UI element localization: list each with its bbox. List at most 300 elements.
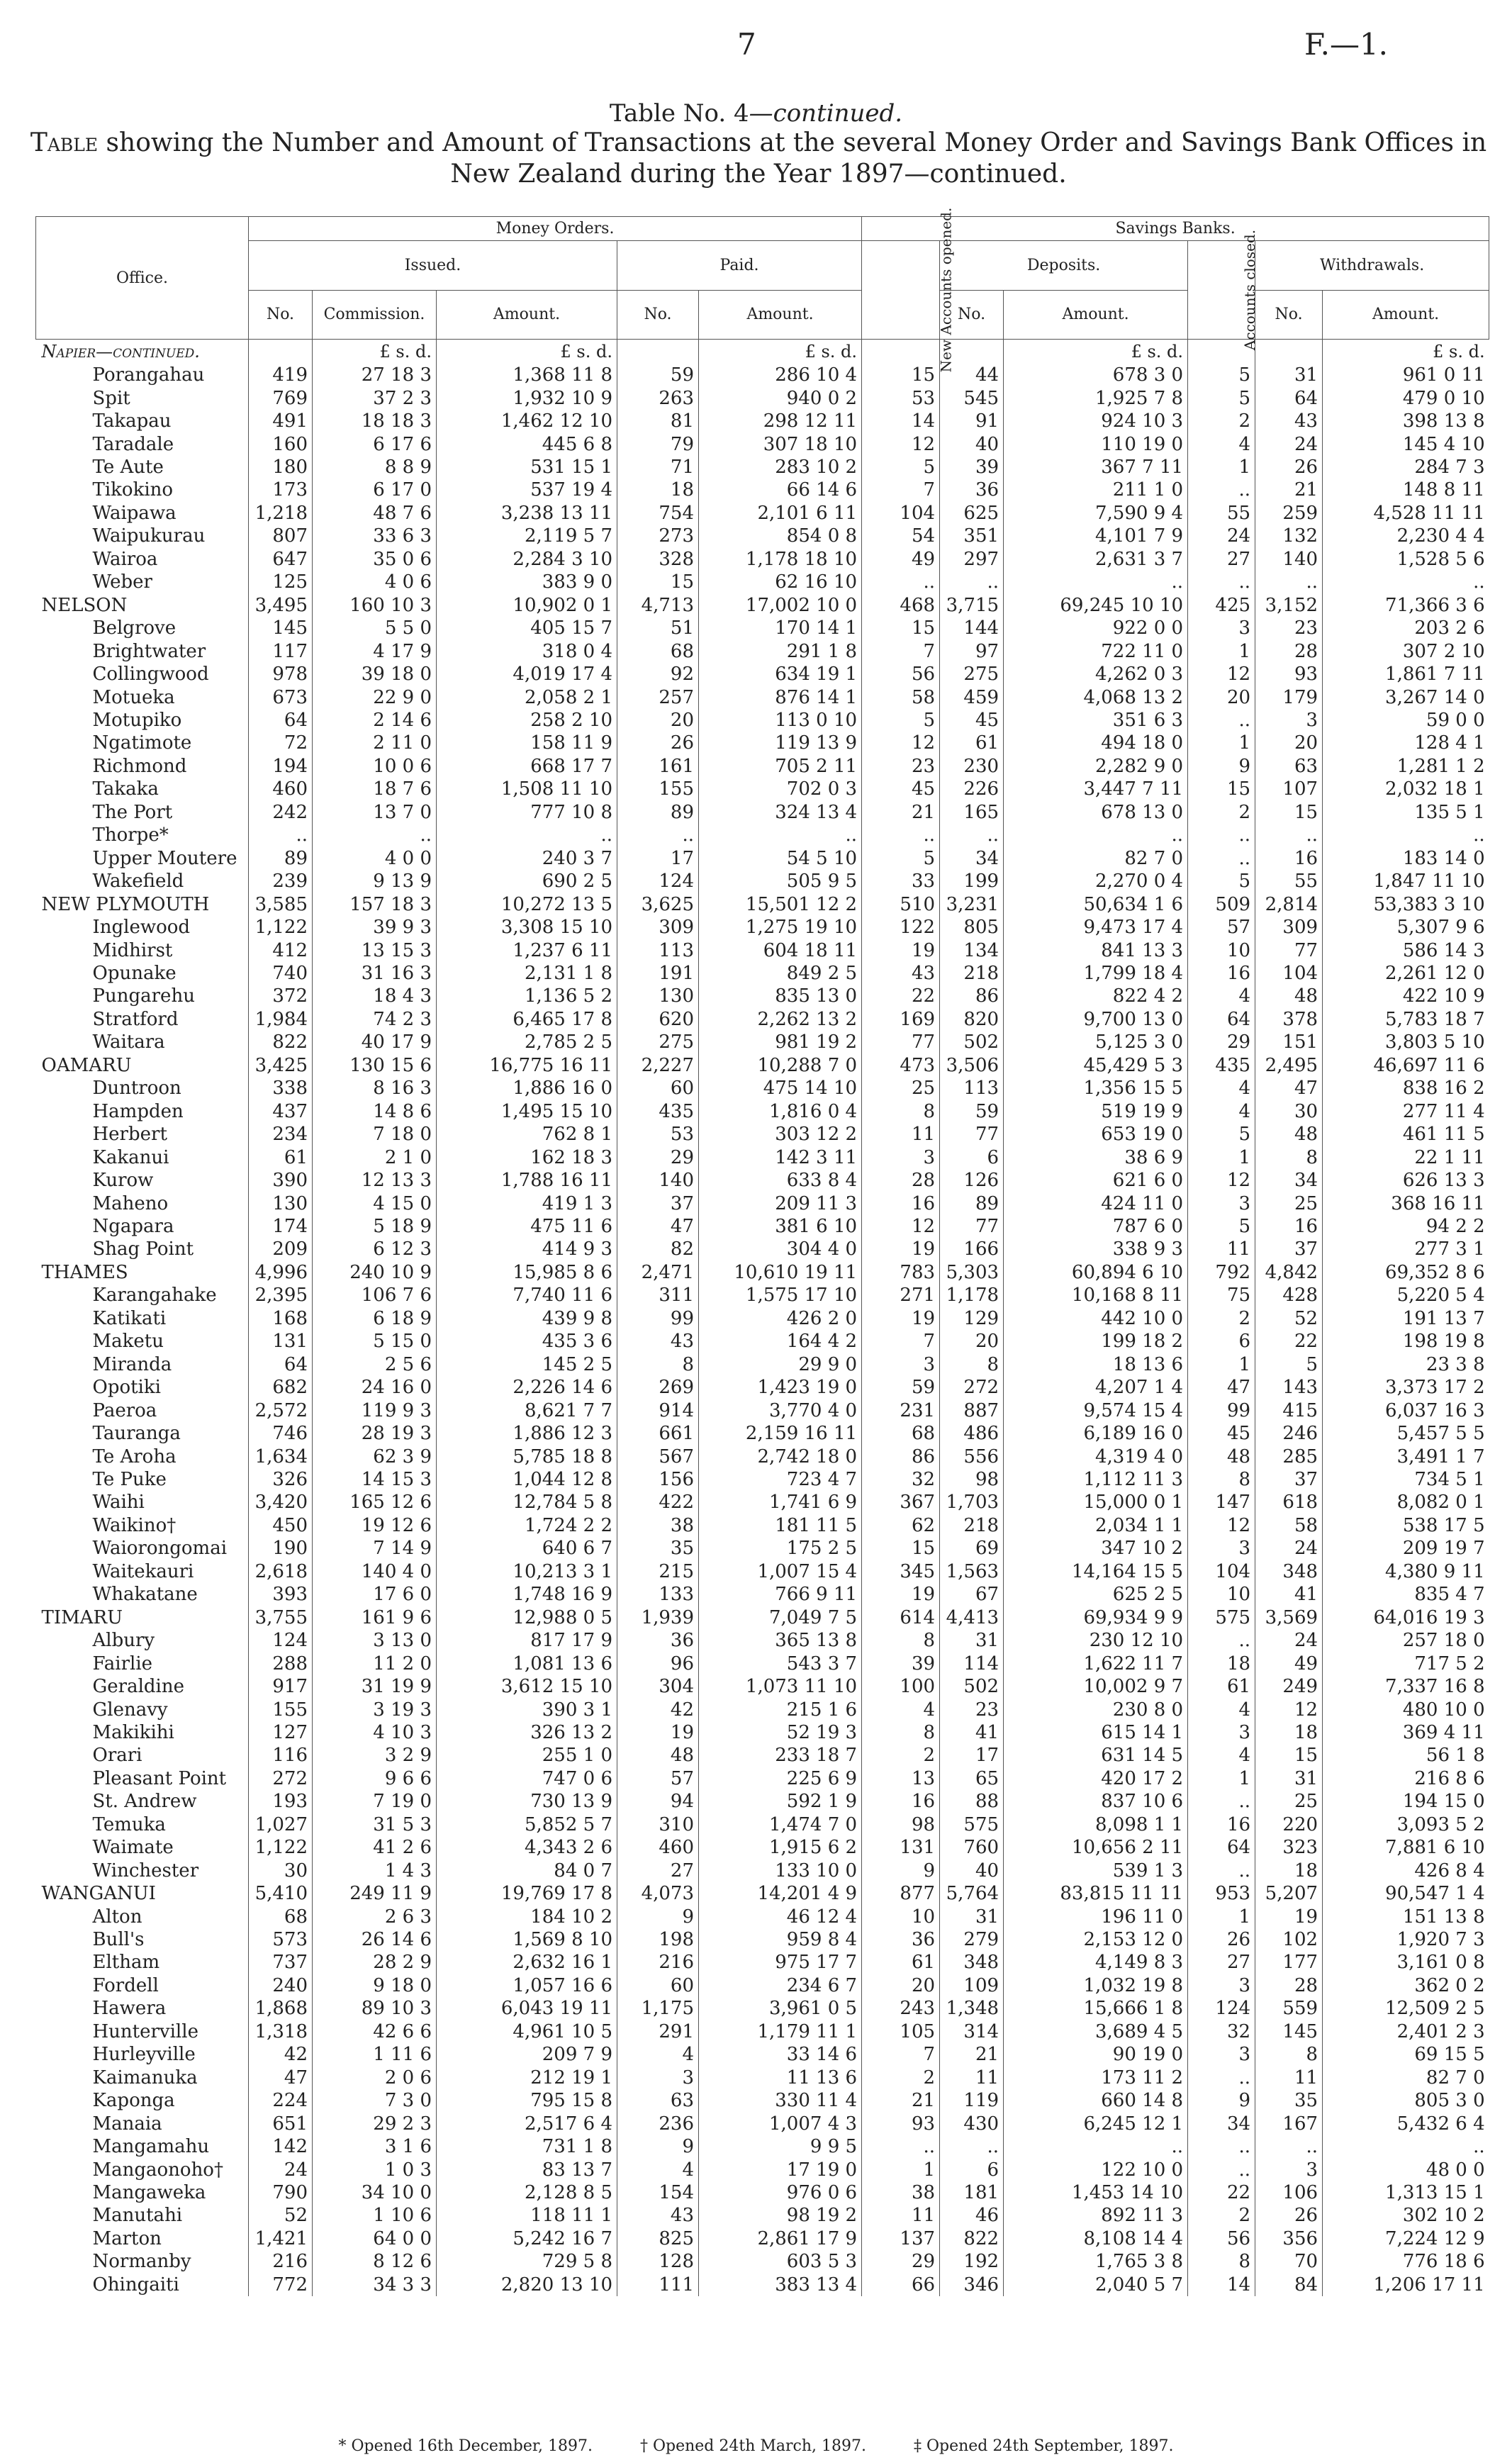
cell-issued-amount: 255 1 0 (437, 1744, 617, 1767)
cell-withdrawals-amount: 369 4 11 (1323, 1721, 1489, 1744)
cell-issued-no: 673 (249, 686, 313, 708)
cell-new-accounts: 58 (862, 686, 940, 708)
table-row (36, 801, 1489, 824)
table-row (36, 1514, 1489, 1537)
cell-withdrawals-no: .. (1255, 824, 1323, 846)
cell-withdrawals-no: 3,569 (1255, 1606, 1323, 1628)
cell-withdrawals-no: 19 (1255, 1905, 1323, 1928)
cell-withdrawals-amount: 398 13 8 (1323, 410, 1489, 432)
office-name: Kaponga (92, 2090, 175, 2112)
cell-deposits-amount: 519 19 9 (1004, 1100, 1188, 1123)
cell-deposits-amount: 4,319 4 0 (1004, 1445, 1188, 1467)
cell-withdrawals-amount: 717 5 2 (1323, 1652, 1489, 1674)
cell-withdrawals-amount: 145 4 10 (1323, 432, 1489, 455)
cell-new-accounts: 5 (862, 847, 940, 870)
cell-withdrawals-amount: 7,224 12 9 (1323, 2227, 1489, 2250)
cell-paid-no: 60 (617, 1077, 699, 1100)
cell-issued-no: 2,395 (249, 1284, 313, 1307)
cell-deposits-amount: 6,245 12 1 (1004, 2112, 1188, 2135)
cell-issued-commission: 4 10 3 (313, 1721, 437, 1744)
cell-withdrawals-amount: 538 17 5 (1323, 1514, 1489, 1537)
cell-deposits-amount: 621 6 0 (1004, 1169, 1188, 1192)
cell-withdrawals-amount: 3,267 14 0 (1323, 686, 1489, 708)
cell-deposits-no: 275 (940, 663, 1004, 686)
cell-withdrawals-amount: 82 7 0 (1323, 2067, 1489, 2089)
cell-new-accounts: 3 (862, 1353, 940, 1375)
cell-issued-commission: 240 10 9 (313, 1261, 437, 1284)
cell-accounts-closed: 8 (1188, 2250, 1255, 2273)
cell-paid-no: 81 (617, 410, 699, 432)
cell-accounts-closed: 124 (1188, 1997, 1255, 2020)
cell-new-accounts: 8 (862, 1100, 940, 1123)
cell-paid-no: 113 (617, 939, 699, 961)
table-row (36, 2135, 1489, 2158)
cell-issued-commission: 5 18 9 (313, 1215, 437, 1238)
cell-accounts-closed: 11 (1188, 1238, 1255, 1260)
cell-withdrawals-amount: 53,383 3 10 (1323, 893, 1489, 915)
cell-accounts-closed: .. (1188, 2067, 1255, 2089)
cell-issued-no: 117 (249, 639, 313, 662)
cell-new-accounts: 16 (862, 1192, 940, 1214)
cell-withdrawals-no: 22 (1255, 1330, 1323, 1353)
cell-issued-commission: 2 11 0 (313, 732, 437, 754)
cell-new-accounts: 15 (862, 1537, 940, 1560)
cell-paid-no: 89 (617, 801, 699, 824)
cell-deposits-no: 556 (940, 1445, 1004, 1467)
office-name: Waitekauri (92, 1560, 194, 1582)
cell-paid-no: 53 (617, 1123, 699, 1146)
cell-withdrawals-amount: 128 4 1 (1323, 732, 1489, 754)
cell-issued-no: 224 (249, 2089, 313, 2112)
cell-issued-amount: 405 15 7 (437, 617, 617, 639)
cell-issued-no: 460 (249, 778, 313, 800)
table-row (36, 2043, 1489, 2066)
cell-deposits-no: 11 (940, 2067, 1004, 2089)
cell-issued-commission: 2 1 0 (313, 1146, 437, 1168)
cell-deposits-no: 272 (940, 1376, 1004, 1399)
cell-withdrawals-no: 64 (1255, 386, 1323, 409)
cell-deposits-amount: 82 7 0 (1004, 847, 1188, 870)
cell-deposits-no: 575 (940, 1813, 1004, 1836)
cell-withdrawals-no: 55 (1255, 870, 1323, 893)
cell-paid-no: 328 (617, 548, 699, 571)
cell-paid-amount: 15,501 12 2 (699, 893, 862, 915)
table-row (36, 2067, 1489, 2089)
cell-deposits-no: 230 (940, 755, 1004, 778)
cell-issued-commission: 41 2 6 (313, 1836, 437, 1859)
cell-deposits-no: 502 (940, 1675, 1004, 1698)
cell-accounts-closed: 4 (1188, 1698, 1255, 1721)
cell-issued-amount: 6,465 17 8 (437, 1008, 617, 1031)
office-name: Pungarehu (92, 985, 195, 1007)
cell-paid-no: 1,939 (617, 1606, 699, 1628)
cell-deposits-no: 34 (940, 847, 1004, 870)
cell-withdrawals-no: 8 (1255, 1146, 1323, 1168)
cell-issued-amount: 8,621 7 7 (437, 1399, 617, 1421)
cell-deposits-no: 36 (940, 479, 1004, 501)
col-issued-amount: Amount. (437, 290, 617, 340)
cell-paid-amount: 1,741 6 9 (699, 1491, 862, 1514)
cell-deposits-amount: 18 13 6 (1004, 1353, 1188, 1375)
cell-accounts-closed: 1 (1188, 639, 1255, 662)
cell-withdrawals-no: 31 (1255, 1767, 1323, 1790)
cell-deposits-amount: 2,282 9 0 (1004, 755, 1188, 778)
office-name: Makikihi (92, 1721, 174, 1743)
cell-withdrawals-no: 24 (1255, 1629, 1323, 1652)
cell-new-accounts: 29 (862, 2250, 940, 2273)
cell-paid-amount: 835 13 0 (699, 985, 862, 1007)
cell-issued-no: 573 (249, 1928, 313, 1951)
cell-deposits-amount: 3,689 4 5 (1004, 2020, 1188, 2043)
cell-issued-no: 216 (249, 2250, 313, 2273)
cell-issued-amount: 3,308 15 10 (437, 916, 617, 939)
cell-paid-amount: 181 11 5 (699, 1514, 862, 1537)
cell-deposits-amount: 7,590 9 4 (1004, 502, 1188, 525)
cell-withdrawals-no: 77 (1255, 939, 1323, 961)
cell-deposits-no: 31 (940, 1629, 1004, 1652)
cell-paid-no: 754 (617, 502, 699, 525)
cell-issued-amount: 2,632 16 1 (437, 1951, 617, 1974)
cell-issued-commission: 29 2 3 (313, 2112, 437, 2135)
cell-accounts-closed: 12 (1188, 663, 1255, 686)
office-name: Brightwater (92, 640, 206, 662)
cell-paid-no: 51 (617, 617, 699, 639)
cell-deposits-amount: 1,622 11 7 (1004, 1652, 1188, 1674)
cell-paid-amount: 2,101 6 11 (699, 502, 862, 525)
col-money-orders: Money Orders. (249, 217, 862, 241)
cell-accounts-closed: 48 (1188, 1445, 1255, 1467)
cell-withdrawals-amount: 5,432 6 4 (1323, 2112, 1489, 2135)
cell-paid-no: 263 (617, 386, 699, 409)
cell-deposits-no: 44 (940, 364, 1004, 386)
cell-deposits-no: 113 (940, 1077, 1004, 1100)
cell-paid-no: 161 (617, 755, 699, 778)
cell-paid-amount: 3,961 0 5 (699, 1997, 862, 2020)
cell-deposits-no: 40 (940, 1859, 1004, 1881)
cell-withdrawals-amount: 135 5 1 (1323, 801, 1489, 824)
cell-withdrawals-amount: 284 7 3 (1323, 456, 1489, 479)
cell-paid-no: 216 (617, 1951, 699, 1974)
cell-withdrawals-no: 18 (1255, 1721, 1323, 1744)
cell-new-accounts: 23 (862, 755, 940, 778)
cell-accounts-closed: 12 (1188, 1169, 1255, 1192)
office-name: Fordell (92, 1974, 159, 1996)
office-name: Katikati (92, 1307, 167, 1329)
cell-new-accounts: 2 (862, 1744, 940, 1767)
cell-paid-no: 8 (617, 1353, 699, 1375)
cell-new-accounts: 45 (862, 778, 940, 800)
cell-withdrawals-amount: 216 8 6 (1323, 1767, 1489, 1790)
cell-issued-commission: 6 17 6 (313, 432, 437, 455)
cell-issued-amount: 383 9 0 (437, 571, 617, 593)
cell-deposits-no: 820 (940, 1008, 1004, 1031)
table-row (36, 1606, 1489, 1628)
cell-deposits-amount: 3,447 7 11 (1004, 778, 1188, 800)
cell-withdrawals-no: 102 (1255, 1928, 1323, 1951)
cell-issued-commission: 3 13 0 (313, 1629, 437, 1652)
table-row (36, 985, 1489, 1007)
cell-paid-amount: 11 13 6 (699, 2067, 862, 2089)
col-withdrawals: Withdrawals. (1255, 241, 1489, 291)
cell-withdrawals-amount: 191 13 7 (1323, 1307, 1489, 1330)
cell-paid-no: 422 (617, 1491, 699, 1514)
cell-issued-amount: 258 2 10 (437, 709, 617, 732)
cell-deposits-no: 21 (940, 2043, 1004, 2066)
cell-deposits-no: 134 (940, 939, 1004, 961)
cell-issued-commission: 9 6 6 (313, 1767, 437, 1790)
cell-withdrawals-amount: 3,093 5 2 (1323, 1813, 1489, 1836)
cell-paid-no: 3 (617, 2067, 699, 2089)
cell-issued-amount: 1,724 2 2 (437, 1514, 617, 1537)
cell-issued-amount: 435 3 6 (437, 1330, 617, 1353)
cell-new-accounts: 169 (862, 1008, 940, 1031)
table-row (36, 617, 1489, 639)
cell-withdrawals-no: 11 (1255, 2067, 1323, 2089)
table-title-continued: —continued. (749, 99, 903, 128)
table-row (36, 1146, 1489, 1168)
cell-deposits-amount: 615 14 1 (1004, 1721, 1188, 1744)
cell-withdrawals-amount: 2,261 12 0 (1323, 962, 1489, 985)
cell-deposits-no: 181 (940, 2181, 1004, 2204)
cell-paid-no: 273 (617, 525, 699, 547)
cell-paid-no: 435 (617, 1100, 699, 1123)
cell-deposits-no: 89 (940, 1192, 1004, 1214)
cell-withdrawals-amount: 203 2 6 (1323, 617, 1489, 639)
cell-withdrawals-amount: 7,881 6 10 (1323, 1836, 1489, 1859)
cell-withdrawals-amount: 277 11 4 (1323, 1100, 1489, 1123)
cell-deposits-no: 41 (940, 1721, 1004, 1744)
cell-withdrawals-amount: 307 2 10 (1323, 639, 1489, 662)
table-row (36, 1445, 1489, 1467)
cell-new-accounts: 25 (862, 1077, 940, 1100)
cell-withdrawals-amount: 626 13 3 (1323, 1169, 1489, 1192)
cell-deposits-amount: 1,453 14 10 (1004, 2181, 1188, 2204)
cell-issued-commission: 2 14 6 (313, 709, 437, 732)
cell-deposits-no: 348 (940, 1951, 1004, 1974)
cell-issued-no: 790 (249, 2181, 313, 2204)
table-row (36, 1721, 1489, 1744)
cell-paid-amount: 1,915 6 2 (699, 1836, 862, 1859)
cell-deposits-amount: 10,168 8 11 (1004, 1284, 1188, 1307)
cell-paid-no: 19 (617, 1721, 699, 1744)
office-name: Maketu (92, 1331, 164, 1353)
table-row (36, 663, 1489, 686)
table-row (36, 1974, 1489, 1997)
cell-issued-amount: 2,119 5 7 (437, 525, 617, 547)
cell-deposits-amount: 199 18 2 (1004, 1330, 1188, 1353)
table-row (36, 1537, 1489, 1560)
cell-withdrawals-no: 93 (1255, 663, 1323, 686)
cell-withdrawals-amount: 5,457 5 5 (1323, 1422, 1489, 1445)
cell-paid-no: 825 (617, 2227, 699, 2250)
cell-paid-no: 269 (617, 1376, 699, 1399)
cell-issued-no: 1,868 (249, 1997, 313, 2020)
cell-paid-no: 3,625 (617, 893, 699, 915)
cell-issued-commission: 31 19 9 (313, 1675, 437, 1698)
cell-issued-no: 393 (249, 1583, 313, 1606)
office-name: Geraldine (92, 1676, 184, 1698)
cell-deposits-no: 129 (940, 1307, 1004, 1330)
cell-withdrawals-no: 143 (1255, 1376, 1323, 1399)
cell-deposits-no: 459 (940, 686, 1004, 708)
cell-issued-commission: 165 12 6 (313, 1491, 437, 1514)
cell-new-accounts: 5 (862, 709, 940, 732)
cell-accounts-closed: 147 (1188, 1491, 1255, 1514)
cell-issued-commission: 9 13 9 (313, 870, 437, 893)
table-row (36, 639, 1489, 662)
cell-withdrawals-amount: 48 0 0 (1323, 2158, 1489, 2181)
cell-withdrawals-amount: 6,037 16 3 (1323, 1399, 1489, 1421)
cell-deposits-amount: 69,934 9 9 (1004, 1606, 1188, 1628)
cell-deposits-no: 67 (940, 1583, 1004, 1606)
cell-withdrawals-no: 140 (1255, 548, 1323, 571)
cell-withdrawals-amount: 277 3 1 (1323, 1238, 1489, 1260)
cell-deposits-no: 88 (940, 1790, 1004, 1813)
cell-issued-commission: 1 4 3 (313, 1859, 437, 1881)
transactions-table (35, 207, 1489, 2296)
cell-withdrawals-amount: 5,783 18 7 (1323, 1008, 1489, 1031)
cell-withdrawals-no: 179 (1255, 686, 1323, 708)
cell-issued-amount: 10,213 3 1 (437, 1560, 617, 1583)
cell-deposits-no: 297 (940, 548, 1004, 571)
cell-issued-amount: 1,932 10 9 (437, 386, 617, 409)
cell-deposits-amount: 631 14 5 (1004, 1744, 1188, 1767)
col-new-accounts: New Accounts opened. (862, 241, 940, 340)
cell-issued-amount: 690 2 5 (437, 870, 617, 893)
cell-new-accounts: 19 (862, 1583, 940, 1606)
office-name: Thorpe* (92, 824, 169, 846)
cell-issued-no: 190 (249, 1537, 313, 1560)
cell-issued-commission: 6 18 9 (313, 1307, 437, 1330)
cell-issued-commission: 33 6 3 (313, 525, 437, 547)
cell-withdrawals-no: 58 (1255, 1514, 1323, 1537)
table-row (36, 2089, 1489, 2112)
cell-accounts-closed: 34 (1188, 2112, 1255, 2135)
cell-paid-amount: 98 19 2 (699, 2204, 862, 2227)
cell-accounts-closed: 14 (1188, 2274, 1255, 2296)
cell-issued-amount: 16,775 16 11 (437, 1054, 617, 1077)
cell-issued-commission: 35 0 6 (313, 548, 437, 571)
cell-paid-no: 79 (617, 432, 699, 455)
cell-paid-no: 43 (617, 1330, 699, 1353)
cell-deposits-amount: 2,040 5 7 (1004, 2274, 1188, 2296)
cell-paid-amount: 702 0 3 (699, 778, 862, 800)
table-row (36, 1284, 1489, 1307)
footnotes (0, 2437, 1512, 2455)
cell-new-accounts: 7 (862, 479, 940, 501)
col-paid: Paid. (617, 241, 862, 291)
cell-issued-no: 822 (249, 1031, 313, 1053)
cell-new-accounts: 12 (862, 432, 940, 455)
col-withdrawals-amount: Amount. (1323, 290, 1489, 340)
cell-issued-commission: 4 0 6 (313, 571, 437, 593)
cell-new-accounts: 7 (862, 2043, 940, 2066)
table-row (36, 1583, 1489, 1606)
cell-accounts-closed: .. (1188, 847, 1255, 870)
office-name: Hurleyville (92, 2044, 196, 2066)
cell-paid-no: 661 (617, 1422, 699, 1445)
col-deposits: Deposits. (940, 241, 1188, 291)
cell-withdrawals-no: 356 (1255, 2227, 1323, 2250)
cell-paid-amount: 2,159 16 11 (699, 1422, 862, 1445)
cell-accounts-closed: 29 (1188, 1031, 1255, 1053)
table-row (36, 594, 1489, 617)
office-name: Richmond (92, 755, 187, 777)
unit-lsd: £ s. d. (699, 340, 862, 364)
cell-paid-no: 48 (617, 1744, 699, 1767)
cell-paid-no: 37 (617, 1192, 699, 1214)
cell-issued-no: 272 (249, 1767, 313, 1790)
office-name: Taradale (92, 433, 174, 455)
cell-withdrawals-amount: 46,697 11 6 (1323, 1054, 1489, 1077)
office-name: Paeroa (92, 1399, 157, 1421)
table-row (36, 1744, 1489, 1767)
cell-withdrawals-no: 309 (1255, 916, 1323, 939)
cell-deposits-amount: 5,125 3 0 (1004, 1031, 1188, 1053)
cell-issued-amount: 747 0 6 (437, 1767, 617, 1790)
cell-deposits-amount: .. (1004, 571, 1188, 593)
cell-deposits-amount: 420 17 2 (1004, 1767, 1188, 1790)
cell-withdrawals-no: 16 (1255, 1215, 1323, 1238)
cell-paid-amount: 234 6 7 (699, 1974, 862, 1997)
cell-withdrawals-no: 618 (1255, 1491, 1323, 1514)
cell-deposits-no: 97 (940, 639, 1004, 662)
cell-issued-amount: 240 3 7 (437, 847, 617, 870)
cell-deposits-no: .. (940, 824, 1004, 846)
document-reference: F.—1. (1304, 27, 1389, 62)
cell-accounts-closed: 64 (1188, 1836, 1255, 1859)
office-name: Te Aroha (92, 1445, 177, 1467)
cell-issued-amount: 162 18 3 (437, 1146, 617, 1168)
cell-paid-amount: 330 11 4 (699, 2089, 862, 2112)
cell-issued-amount: 1,057 16 6 (437, 1974, 617, 1997)
table-subtitle-lead: Table (30, 128, 99, 157)
cell-deposits-no: 5,303 (940, 1261, 1004, 1284)
cell-deposits-amount: 424 11 0 (1004, 1192, 1188, 1214)
footnote-march: † Opened 24th March, 1897. (639, 2437, 866, 2455)
cell-issued-amount: 5,785 18 8 (437, 1445, 617, 1467)
cell-withdrawals-no: 3 (1255, 709, 1323, 732)
table-subtitle (28, 128, 1489, 190)
cell-issued-amount: 12,784 5 8 (437, 1491, 617, 1514)
cell-issued-no: 209 (249, 1238, 313, 1260)
cell-withdrawals-amount: 479 0 10 (1323, 386, 1489, 409)
cell-deposits-no: 3,715 (940, 594, 1004, 617)
cell-paid-amount: 209 11 3 (699, 1192, 862, 1214)
cell-withdrawals-amount: 3,161 0 8 (1323, 1951, 1489, 1974)
cell-issued-amount: 6,043 19 11 (437, 1997, 617, 2020)
cell-withdrawals-no: 167 (1255, 2112, 1323, 2135)
cell-issued-commission: 10 0 6 (313, 755, 437, 778)
cell-deposits-amount: 4,262 0 3 (1004, 663, 1188, 686)
cell-withdrawals-amount: 5,220 5 4 (1323, 1284, 1489, 1307)
cell-withdrawals-amount: 151 13 8 (1323, 1905, 1489, 1928)
cell-deposits-no: 65 (940, 1767, 1004, 1790)
cell-paid-amount: 604 18 11 (699, 939, 862, 961)
cell-new-accounts: 15 (862, 364, 940, 386)
cell-paid-amount: 505 9 5 (699, 870, 862, 893)
cell-withdrawals-no: 107 (1255, 778, 1323, 800)
cell-paid-no: 47 (617, 1215, 699, 1238)
cell-issued-amount: 19,769 17 8 (437, 1882, 617, 1905)
table-row (36, 870, 1489, 893)
cell-paid-amount: 62 16 10 (699, 571, 862, 593)
cell-withdrawals-amount: 362 0 2 (1323, 1974, 1489, 1997)
cell-withdrawals-amount: 1,206 17 11 (1323, 2274, 1489, 2296)
cell-withdrawals-no: 16 (1255, 847, 1323, 870)
cell-issued-amount: 184 10 2 (437, 1905, 617, 1928)
footnote-thorpe: * Opened 16th December, 1897. (338, 2437, 593, 2455)
